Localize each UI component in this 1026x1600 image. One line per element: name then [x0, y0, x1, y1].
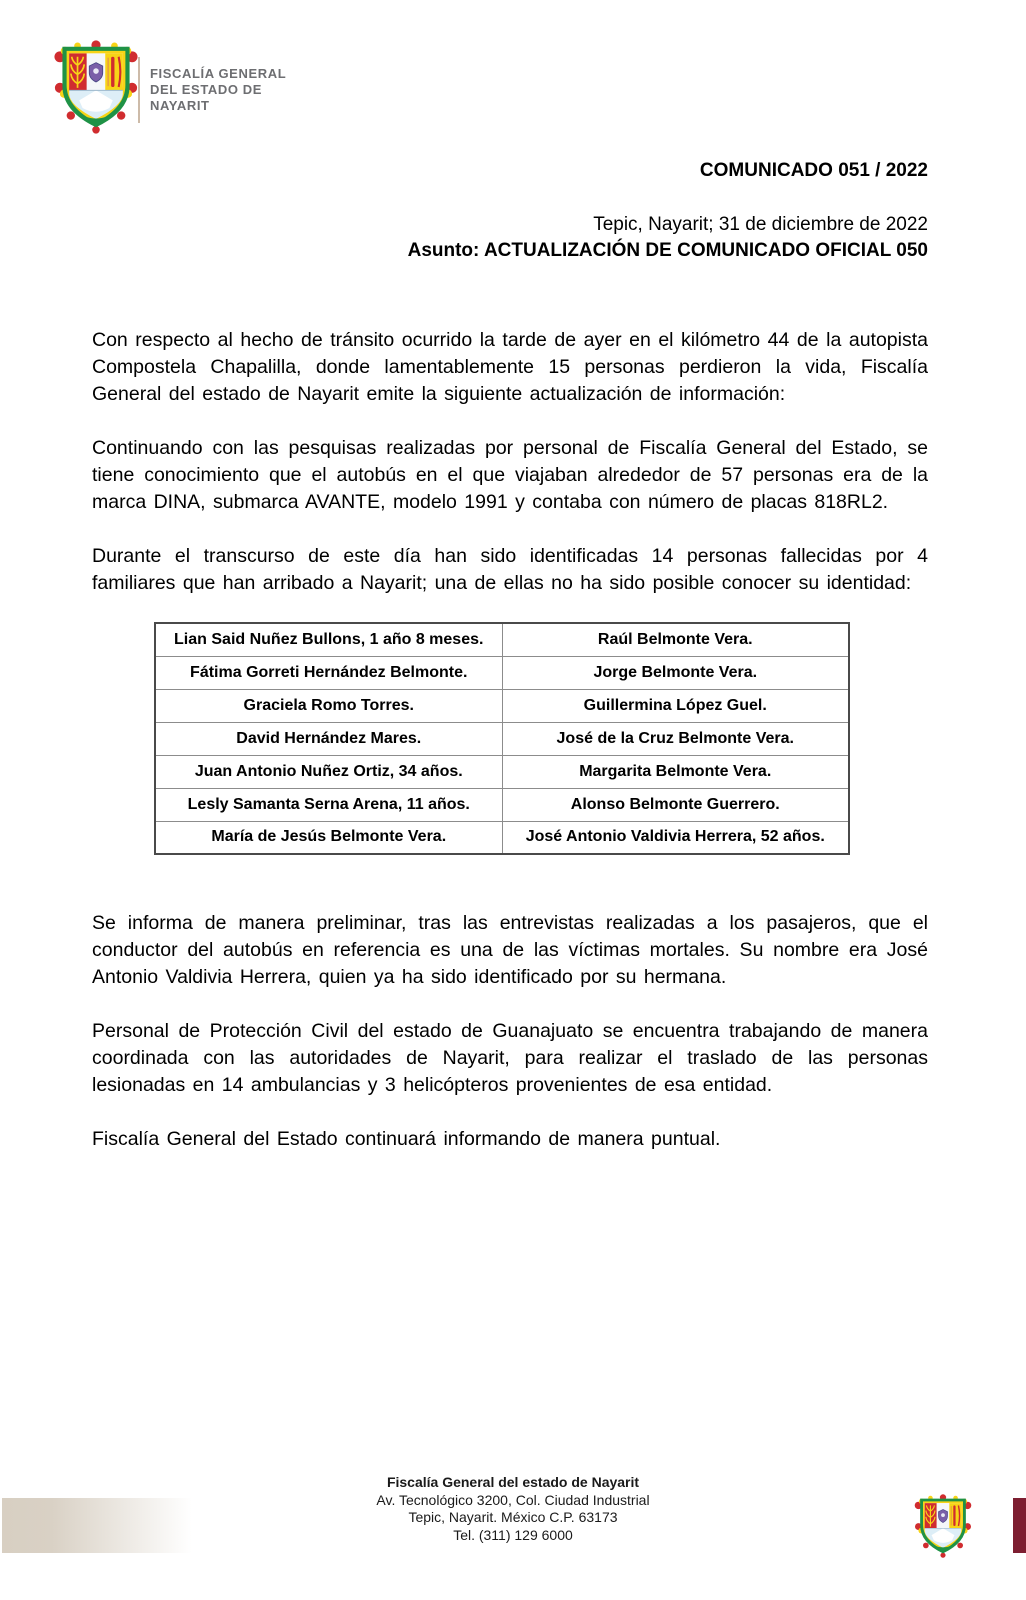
nayarit-crest-logo-footer — [913, 1494, 973, 1558]
table-row — [155, 788, 849, 821]
paragraph-closing: Fiscalía General del Estado continuará informando de manera puntual. — [92, 1128, 721, 1150]
table-row — [155, 623, 849, 656]
brand-line: DEL ESTADO DE — [150, 82, 263, 97]
table-row — [155, 755, 849, 788]
footer-org-name: Fiscalía General del estado de Nayarit — [386, 1474, 640, 1490]
paragraph-bus-details: Continuando con las pesquisas realizadas por personal de Fiscalía General del Estado, se tiene conocimiento que el autobús en el que viajaban alrededor de 57 personas era de la marca DINA, submarca AVANTE, modelo 1991 y contaba con número de placas 818RL2. — [92, 437, 928, 513]
brand-line: FISCALÍA GENERAL — [150, 66, 287, 81]
table-row — [155, 689, 849, 722]
brand-line: NAYARIT — [150, 98, 210, 113]
table-cell: Graciela Romo Torres. — [155, 689, 502, 722]
table-cell: Lian Said Nuñez Bullons, 1 año 8 meses. — [155, 623, 502, 656]
table-row — [155, 656, 849, 689]
paragraph-intro: Con respecto al hecho de tránsito ocurrido la tarde de ayer en el kilómetro 44 de la autopista Compostela Chapalilla, donde lamentablemente 15 personas perdieron la vida, Fiscalía General del estado de Nayarit emite la siguiente actualización de información: — [92, 329, 928, 405]
table-cell: David Hernández Mares. — [155, 722, 502, 755]
brand-separator — [138, 57, 140, 123]
table-cell: María de Jesús Belmonte Vera. — [155, 821, 502, 854]
brand-wordmark — [150, 66, 286, 114]
table-cell: José de la Cruz Belmonte Vera. — [502, 722, 849, 755]
paragraph-identified: Durante el transcurso de este día han sido identificadas 14 personas fallecidas por 4 familiares que han arribado a Nayarit; una de ellas no ha sido posible conocer su identidad: — [92, 545, 928, 594]
table-cell: Guillermina López Guel. — [502, 689, 849, 722]
subject-line: Asunto: ACTUALIZACIÓN DE COMUNICADO OFICIAL 050 — [407, 240, 928, 261]
footer-phone: Tel. (311) 129 6000 — [453, 1526, 573, 1543]
paragraph-driver: Se informa de manera preliminar, tras las entrevistas realizadas a los pasajeros, que el conductor del autobús en referencia es una de las víctimas mortales. Su nombre era José Antonio Valdivia Herrera, quien ya ha sido identificado por su hermana. — [92, 912, 928, 988]
footer-address-line: Tepic, Nayarit. México C.P. 63173 — [408, 1509, 618, 1525]
table-cell: José Antonio Valdivia Herrera, 52 años. — [502, 821, 849, 854]
dateline: Tepic, Nayarit; 31 de diciembre de 2022 — [593, 214, 928, 235]
table-cell: Juan Antonio Nuñez Ortiz, 34 años. — [155, 755, 502, 788]
footer-contact-block — [0, 1474, 1026, 1544]
table-cell: Raúl Belmonte Vera. — [502, 623, 849, 656]
nayarit-crest-logo — [54, 40, 138, 134]
paragraph-proteccion-civil: Personal de Protección Civil del estado de Guanajuato se encuentra trabajando de manera coordinada con las autoridades de Nayarit, para realizar el traslado de las personas lesionadas en 14 ambulancias y 3 helicópteros provenientes de esa entidad. — [92, 1020, 928, 1096]
table-cell: Alonso Belmonte Guerrero. — [502, 788, 849, 821]
document-body — [92, 327, 928, 1180]
table-cell: Fátima Gorreti Hernández Belmonte. — [155, 656, 502, 689]
comunicado-number: COMUNICADO 051 / 2022 — [699, 160, 928, 181]
table-cell: Jorge Belmonte Vera. — [502, 656, 849, 689]
table-cell: Lesly Samanta Serna Arena, 11 años. — [155, 788, 502, 821]
footer-address-line: Av. Tecnológico 3200, Col. Ciudad Industrial — [376, 1491, 650, 1508]
table-row — [155, 821, 849, 854]
table-cell: Margarita Belmonte Vera. — [502, 755, 849, 788]
victims-table — [154, 622, 850, 855]
accent-bar — [1013, 1498, 1026, 1553]
table-row — [155, 722, 849, 755]
